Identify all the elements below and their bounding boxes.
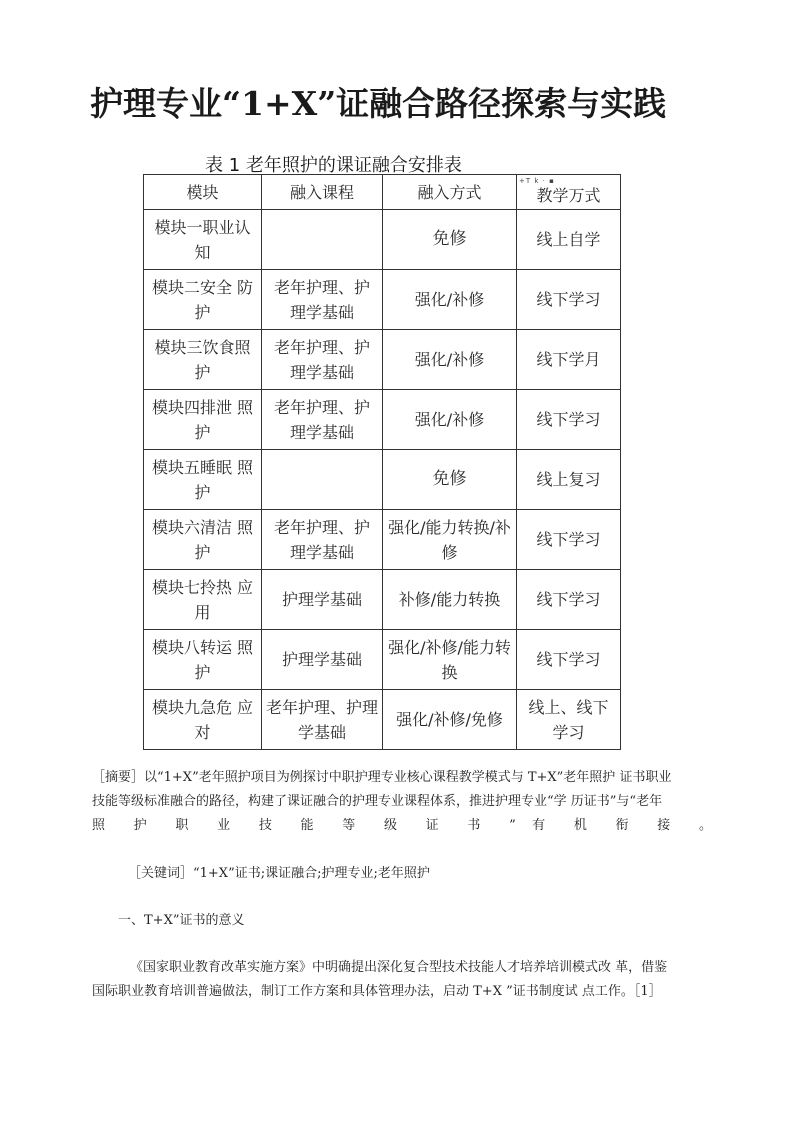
cell-teaching: 线下学习 [517,510,621,570]
cell-module: 模块六清洁 照护 [144,510,262,570]
cell-course: 老年护理、护 理学基础 [262,270,383,330]
table-header-row [144,175,621,210]
table-row [144,510,621,570]
cell-method: 强化/补修/免修 [383,690,517,750]
cell-teaching: 线下学习 [517,270,621,330]
cell-module: 模块八转运 照护 [144,630,262,690]
paragraph-line: 国际职业教育培训普遍做法，制订工作方案和具体管理办法，启动 T+X ”证书制度试 点工作。［1］ [92,984,662,999]
cell-method: 免修 [383,450,517,510]
cell-teaching: 线下学习 [517,630,621,690]
cell-module: 模块七拎热 应用 [144,570,262,630]
cell-teaching: 线下学月 [517,330,621,390]
document-title: 护理专业“1+X”证融合路径探索与实践 [90,84,667,123]
table-row [144,450,621,510]
table-row [144,210,621,270]
cell-course: 老年护理、护 理学基础 [262,330,383,390]
cell-method: 强化/补修 [383,390,517,450]
header-method: 融入方式 [383,175,517,210]
table-row [144,630,621,690]
table-row [144,270,621,330]
header-teaching [517,175,621,210]
table-row [144,330,621,390]
cell-module: 模块五睡眠 照护 [144,450,262,510]
cell-teaching: 线上、线下 学习 [517,690,621,750]
cell-method: 强化/补修 [383,330,517,390]
table-caption: 表 1 老年照护的课证融合安排表 [205,155,462,176]
cell-method: 强化/补修/能力转换 [383,630,517,690]
header-teaching-label: 教学万式 [536,186,601,205]
cell-course: 护理学基础 [262,630,383,690]
paragraph [92,956,712,1004]
cell-method: 强化/补修 [383,270,517,330]
table-row [144,570,621,630]
cell-course [262,450,383,510]
cell-teaching: 线下学习 [517,570,621,630]
cell-teaching: 线上复习 [517,450,621,510]
cell-course: 老年护理、护理学基础 [262,690,383,750]
cell-method: 强化/能力转换/补修 [383,510,517,570]
table-row [144,390,621,450]
cell-module: 模块一职业认知 [144,210,262,270]
abstract-line: ［摘要］以“1+X”老年照护项目为例探讨中职护理专业核心课程教学模式与 T+X”老年照护 证书职业 [92,770,672,785]
course-certificate-table [143,174,621,750]
cell-teaching: 线上自学 [517,210,621,270]
abstract-line: 照 护 职 业 技 能 等 级 证 书 ” 有 机 衔 接 。 [92,818,712,833]
cell-course: 护理学基础 [262,570,383,630]
cell-module: 模块九急危 应对 [144,690,262,750]
cell-course: 老年护理、护 理学基础 [262,390,383,450]
abstract-line: 技能等级标准融合的路径，构建了课证融合的护理专业课程体系，推进护理专业“学 历证书”与“老年 [92,794,663,809]
section-heading: 一、T+X”证书的意义 [118,913,245,928]
keywords: ［关键词］“1+X”证书;课证融合;护理专业;老年照护 [128,866,430,881]
header-course: 融入课程 [262,175,383,210]
cell-course: 老年护理、护 理学基础 [262,510,383,570]
header-small-text: +T k · ▪ [519,177,555,185]
table-row [144,690,621,750]
cell-module: 模块二安全 防护 [144,270,262,330]
cell-method: 补修/能力转换 [383,570,517,630]
paragraph-line: 《国家职业教育改革实施方案》中明确提出深化复合型技术技能人才培养培训模式改 革，借鉴 [130,960,668,975]
header-module: 模块 [144,175,262,210]
cell-module: 模块四排泄 照护 [144,390,262,450]
cell-course [262,210,383,270]
abstract [92,766,712,838]
cell-method: 免修 [383,210,517,270]
cell-module: 模块三饮食照护 [144,330,262,390]
cell-teaching: 线下学习 [517,390,621,450]
